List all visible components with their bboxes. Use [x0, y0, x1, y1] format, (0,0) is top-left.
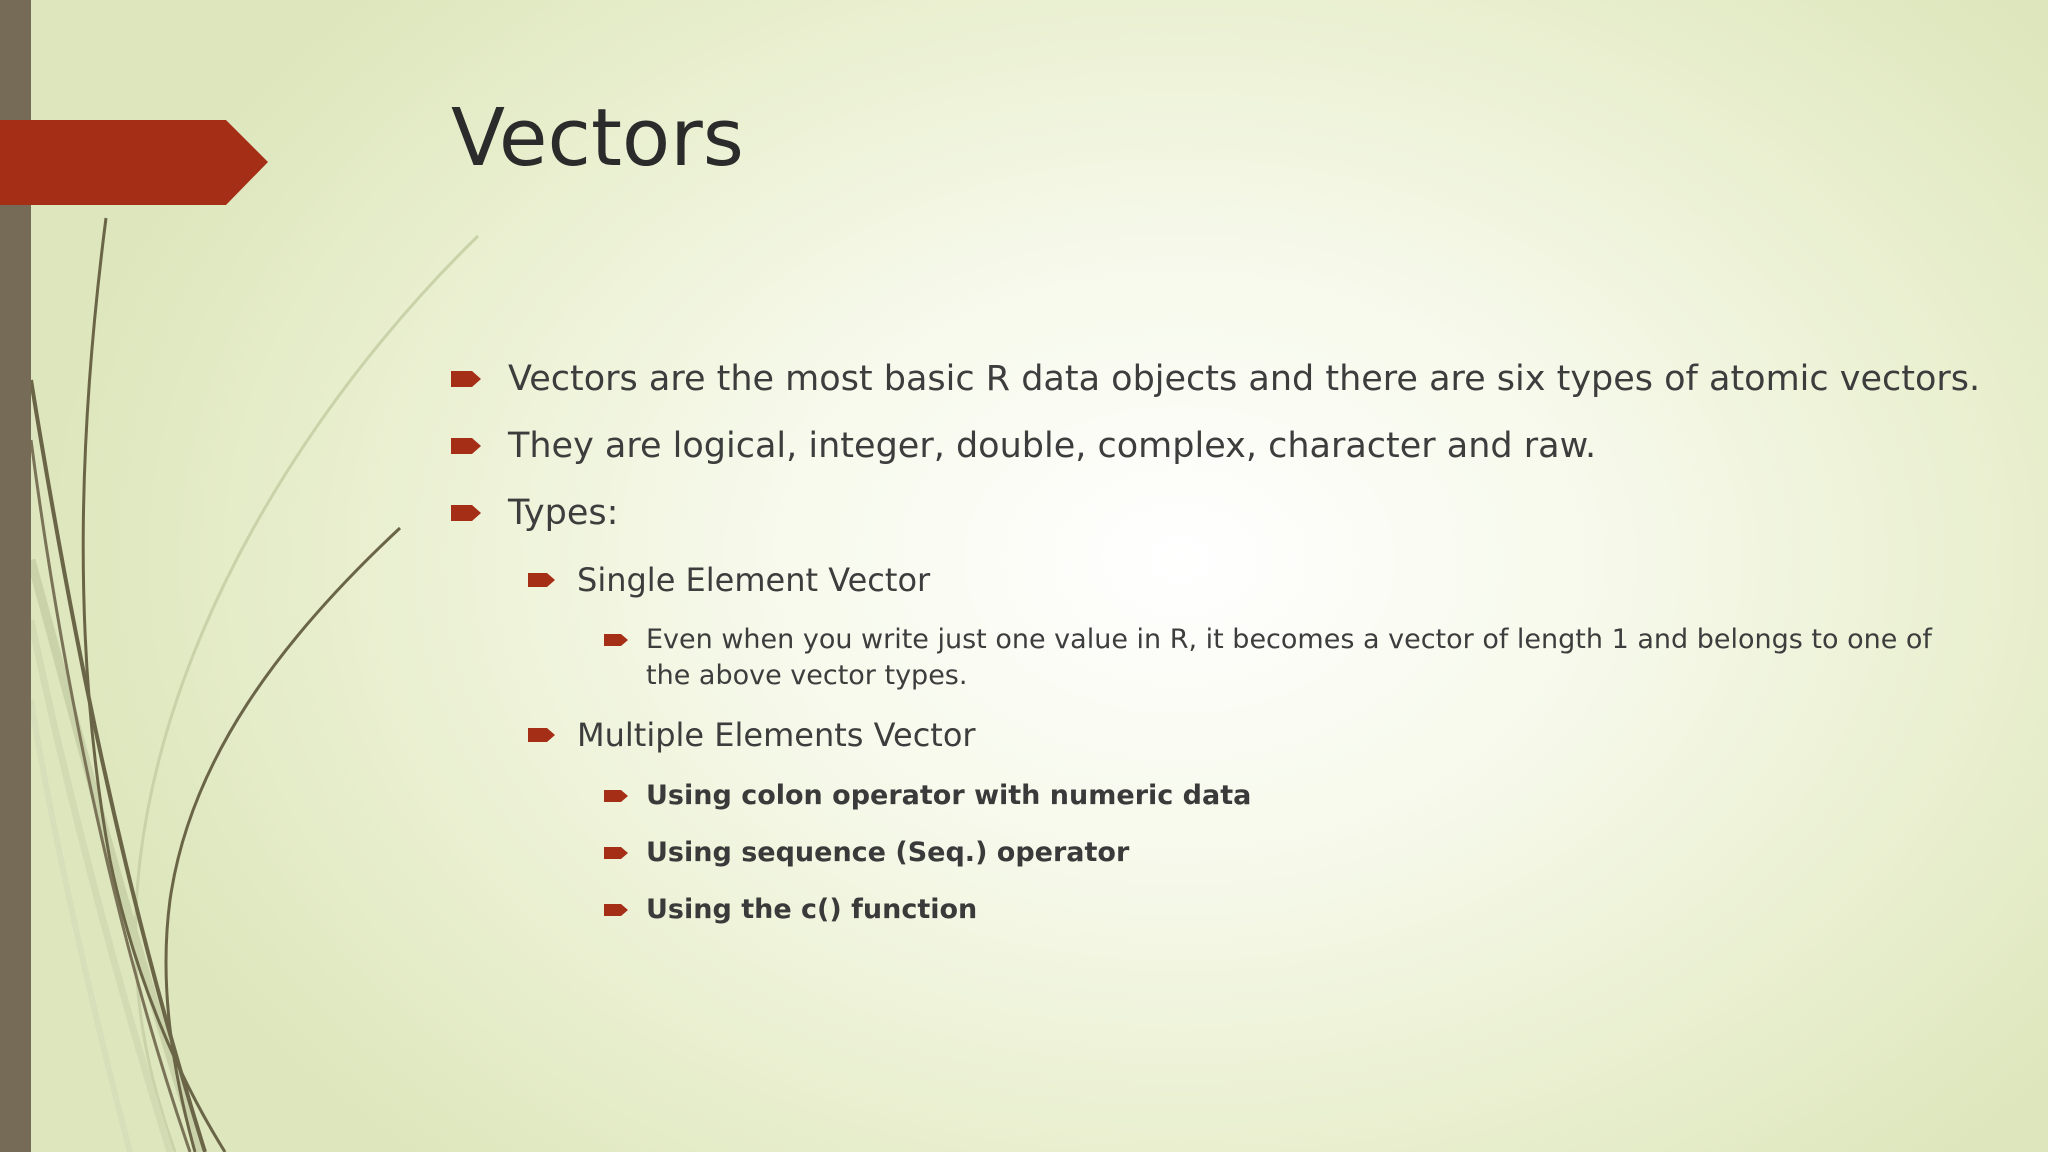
- bullet-text: Multiple Elements Vector: [577, 716, 976, 754]
- title-tag-arrow: [0, 120, 268, 205]
- sub-sub-bullet-item: [604, 835, 1129, 871]
- red-arrow-bullet-icon: [604, 903, 628, 917]
- red-arrow-bullet-icon: [451, 504, 481, 522]
- bullet-text: Single Element Vector: [577, 561, 931, 599]
- bullet-text: Using colon operator with numeric data: [646, 780, 1252, 811]
- bullet-item: [451, 490, 618, 536]
- dark-stroke-1: [83, 218, 225, 1152]
- dark-stroke-4: [166, 528, 400, 1152]
- dark-stroke-2: [31, 380, 205, 1152]
- red-arrow-bullet-icon: [451, 370, 481, 388]
- bullet-text: Vectors are the most basic R data objects and there are six types of atomic vectors.: [508, 359, 1981, 399]
- bullet-text: Using sequence (Seq.) operator: [646, 837, 1130, 868]
- red-arrow-bullet-icon: [604, 633, 628, 647]
- sub-sub-bullet-item: [604, 622, 1936, 694]
- sub-sub-bullet-item: [604, 892, 977, 928]
- slide-title: Vectors: [451, 92, 744, 184]
- light-stroke-3: [31, 620, 170, 1152]
- bullet-item: [451, 356, 1980, 402]
- bullet-text: Using the c() function: [646, 894, 978, 925]
- bullet-text: Types:: [508, 493, 619, 533]
- bullet-item: [451, 423, 1596, 469]
- red-arrow-bullet-icon: [528, 727, 555, 743]
- light-stroke-1: [135, 236, 478, 1152]
- light-stroke-4: [31, 700, 130, 1152]
- sub-sub-bullet-item: [604, 778, 1251, 814]
- bullet-text: They are logical, integer, double, complex, character and raw.: [508, 426, 1597, 466]
- red-arrow-bullet-icon: [528, 572, 555, 588]
- red-arrow-bullet-icon: [604, 789, 628, 803]
- red-arrow-bullet-icon: [451, 437, 481, 455]
- sub-bullet-item: [528, 714, 976, 756]
- bullet-text: Even when you write just one value in R, it becomes a vector of length 1 and belongs to one of the above vector types.: [646, 624, 1932, 691]
- red-arrow-bullet-icon: [604, 846, 628, 860]
- sub-bullet-item: [528, 559, 930, 601]
